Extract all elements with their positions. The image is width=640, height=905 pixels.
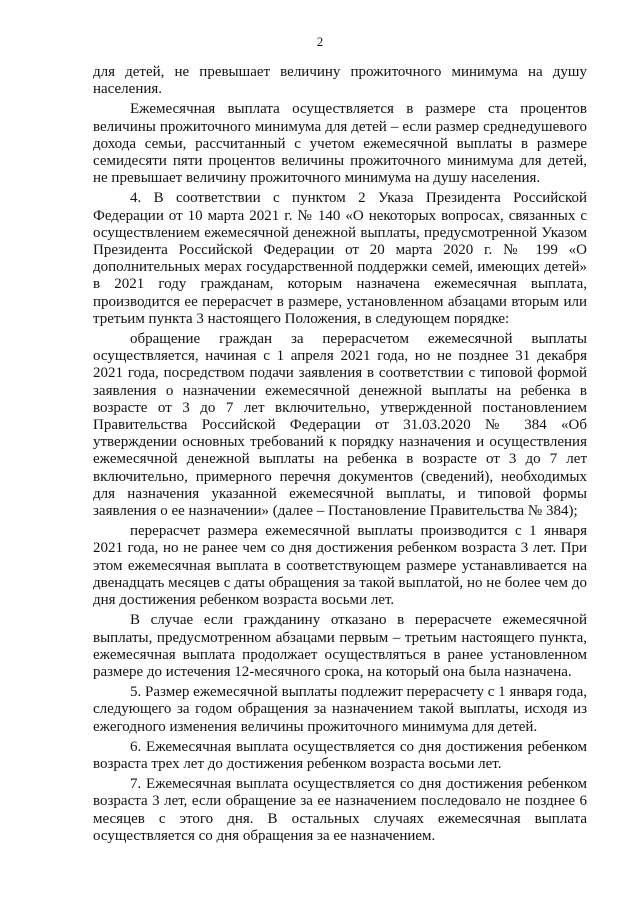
paragraph-item-6: 6. Ежемесячная выплата осуществляется со дня достижения ребенком возраста трех лет до достижения ребенком возраста восьми лет. (93, 738, 587, 772)
paragraph-item-5: 5. Размер ежемесячной выплаты подлежит перерасчету с 1 января года, следующего за годом обращения за назначением такой выплаты, исходя из ежегодного изменения величины прожиточного минимума для детей. (93, 684, 587, 735)
paragraph-application-procedure: обращение граждан за перерасчетом ежемесячной выплаты осуществляется, начиная с 1 апреля 2021 года, но не позднее 31 декабря 2021 года, посредством подачи заявления в соответствии с типовой формой заявления о назначении ежемесячной денежной выплаты на ребенка в возрасте от 3 до 7 лет включительно, утвержденной постановлением Правительства Российской Федерации от 31.03.2020 № 384 «Об утверждении основных требований к порядку назначения и осуществления ежемесячной денежной выплаты на ребенка в возрасте от 3 до 7 лет включительно, примерного перечня документов (сведений), необходимых для назначения указанной ежемесячной выплаты, и типовой формы заявления о ее назначении» (далее – Постановление Правительства № 384); (93, 331, 587, 520)
paragraph-recalculation: перерасчет размера ежемесячной выплаты производится с 1 января 2021 года, но не ранее чем со дня достижения ребенком возраста 3 лет. При этом ежемесячная выплата в соответствующем размере устанавливается на двенадцать месяцев с даты обращения за такой выплатой, но не более чем до дня достижения ребенком возраста восьми лет. (93, 523, 587, 609)
paragraph-item-7: 7. Ежемесячная выплата осуществляется со дня достижения ребенком возраста 3 лет, если обращение за ее назначением последовало не позднее 6 месяцев с этого дня. В остальных случаях ежемесячная выплата осуществляется со дня обращения за ее назначением. (93, 776, 587, 844)
paragraph-item-4: 4. В соответствии с пунктом 2 Указа Президента Российской Федерации от 10 марта 2021 г. № 140 «О некоторых вопросах, связанных с осуществлением ежемесячной денежной выплаты, предусмотренной Указом Президента Российской Федерации от 20 марта 2020 г. № 199 «О дополнительных мерах государственной поддержки семей, имеющих детей» в 2021 году гражданам, которым назначена ежемесячная выплата, производится ее перерасчет в размере, установленном абзацами вторым или третьим пункта 3 настоящего Положения, в следующем порядке: (93, 190, 587, 327)
page-number: 2 (316, 34, 324, 49)
paragraph-payment-amount: Ежемесячная выплата осуществляется в размере ста процентов величины прожиточного минимума для детей – если размер среднедушевого дохода семьи, рассчитанный с учетом ежемесячной выплаты в размере семидесяти пяти процентов величины прожиточного минимума для детей, не превышает величину прожиточного минимума на душу населения. (93, 101, 587, 187)
paragraph-continuation: для детей, не превышает величину прожиточного минимума на душу населения. (93, 64, 587, 98)
document-body (93, 64, 587, 848)
paragraph-refusal-case: В случае если гражданину отказано в перерасчете ежемесячной выплаты, предусмотренном абзацами первым – третьим настоящего пункта, ежемесячная выплата продолжает осуществляться в ранее установленном размере до истечения 12-месячного срока, на который она была назначена. (93, 612, 587, 680)
